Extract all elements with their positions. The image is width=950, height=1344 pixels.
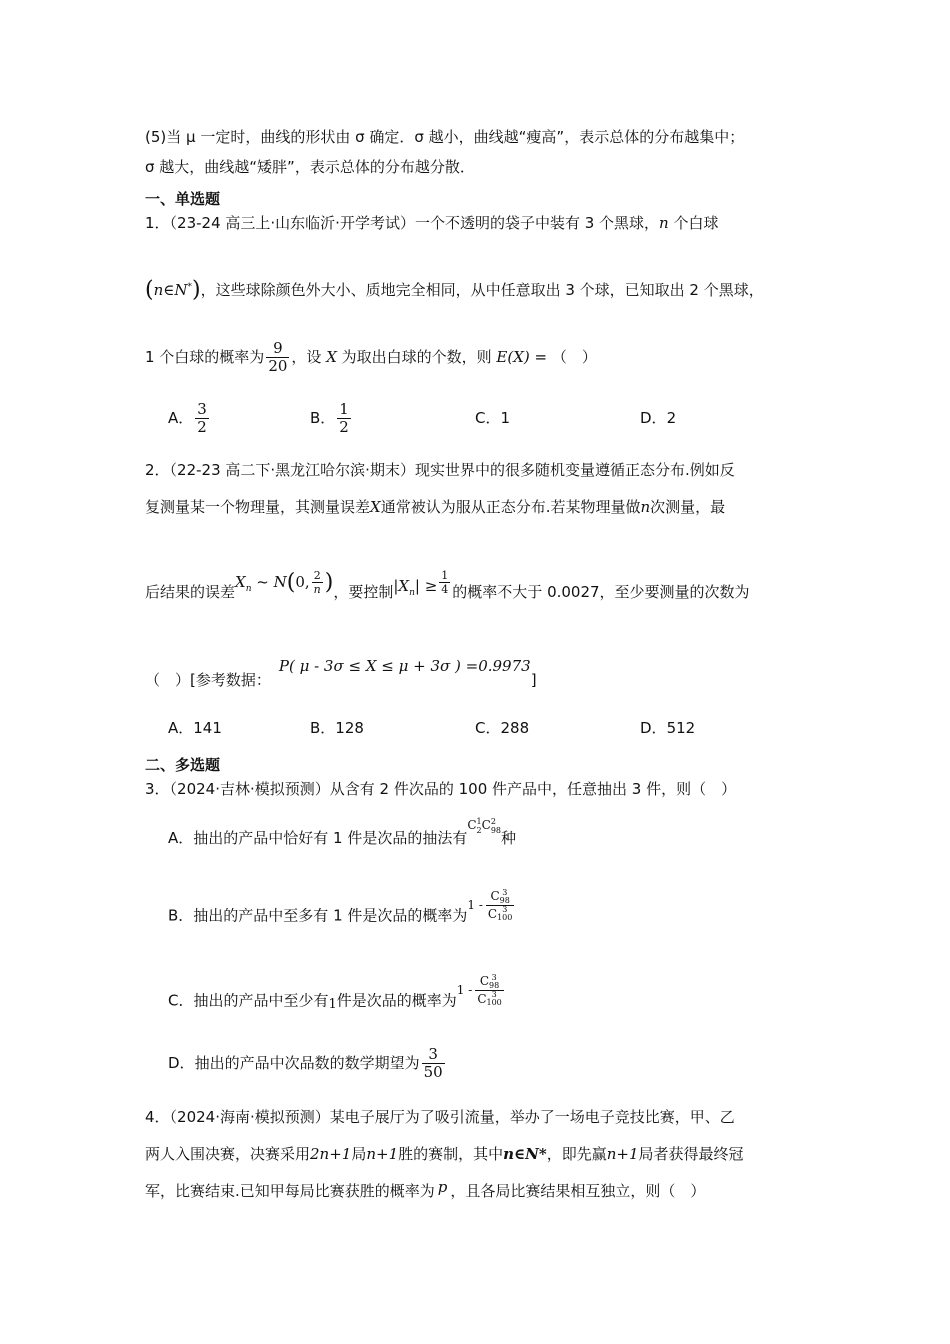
q2-text: （ ）[参考数据：: [145, 671, 271, 689]
q3-prob-expr-c: 1 - C 3 98 C 3 100: [456, 972, 502, 1007]
fraction-denominator: 4: [441, 583, 449, 596]
option-text: 抽出的产品中次品数的数学期望为: [194, 1054, 420, 1072]
fraction-numerator: 3: [422, 1046, 445, 1064]
option-value: 1: [500, 409, 511, 427]
q2-option-b[interactable]: [310, 718, 364, 738]
q2-source: （22-23 高二下·黑龙江哈尔滨·期末）: [169, 461, 415, 479]
q1-text: 为取出白球的个数，则: [336, 348, 497, 366]
q2-option-c[interactable]: [475, 718, 529, 738]
q3-number: 3．: [145, 780, 170, 798]
q4-text: 局: [351, 1145, 367, 1163]
q2-dist-arg: 0,: [295, 573, 310, 591]
option-text: 抽出的产品中至多有 1 件是次品的概率为: [193, 906, 468, 925]
q1-text: ，设: [291, 348, 327, 366]
q2-var-n: n: [640, 498, 651, 516]
q2-abs-expr: $|X_n|$: [393, 577, 420, 598]
q1-paren-close: ): [191, 277, 201, 303]
section-single-choice: 一、单选题: [145, 190, 221, 208]
option-label: B．: [168, 906, 194, 925]
q2-text: ]: [530, 671, 537, 689]
q4-expr-wins: n+1: [366, 1145, 399, 1163]
option-label: B．: [310, 719, 336, 737]
q4-text: 胜的赛制，其中: [398, 1145, 504, 1163]
q2-text: ，要控制: [333, 583, 394, 601]
option-label: A．: [168, 409, 194, 427]
q1-text: 个白球: [668, 214, 719, 232]
option-label: B．: [310, 409, 336, 427]
q3-option-d[interactable]: [168, 1043, 447, 1083]
combination-fraction: C 3 98 C 3 100: [487, 887, 513, 922]
q1-option-d[interactable]: [640, 408, 676, 428]
q4-line-3: [145, 1178, 706, 1201]
q1-probability-fraction: [266, 340, 289, 375]
q2-text: 的概率不大于 0.0027，至少要测量的次数为: [452, 583, 750, 601]
q2-var-x: X: [370, 498, 381, 516]
option-label: C．: [168, 991, 194, 1010]
option-value: 288: [500, 719, 530, 737]
option-value: 128: [335, 719, 364, 737]
q2-reference-formula: P( μ - 3σ ≤ X ≤ μ + 3σ ) =0.9973: [278, 657, 531, 675]
q4-expr-games: 2n+1: [310, 1145, 352, 1163]
option-label: D．: [640, 719, 667, 737]
fraction-numerator: 1: [339, 400, 349, 418]
fraction-numerator: 9: [266, 340, 289, 358]
q2-line-1: [145, 460, 735, 480]
q2-number: 2．: [145, 461, 170, 479]
fraction-numerator: 3: [197, 400, 207, 418]
intro-line-2: σ 越大，曲线越“矮胖”，表示总体的分布越分散．: [145, 158, 475, 176]
q2-paren-close: ): [324, 570, 334, 595]
q4-source: （2024·海南·模拟预测）: [169, 1108, 330, 1126]
q1-line-1: [145, 213, 719, 233]
q2-line-4: [145, 657, 537, 690]
q1-paren-open: (: [145, 277, 154, 303]
q4-text: 军，比赛结束.已知甲每局比赛获胜的概率为: [145, 1182, 435, 1200]
q1-option-a[interactable]: [168, 398, 211, 438]
q2-ge: ≥: [419, 577, 438, 595]
q4-text: 某电子展厅为了吸引流量，举办了一场电子竞技比赛，甲、乙: [329, 1108, 735, 1126]
combination-fraction: C 3 98 C 3 100: [477, 972, 502, 1007]
fraction-numerator: 2: [312, 569, 323, 583]
q2-dist-normal: ~ N: [251, 573, 287, 591]
option-label: C．: [475, 409, 501, 427]
q1-var-n: n: [659, 214, 669, 232]
q2-threshold-fraction: [439, 569, 450, 596]
q2-option-d[interactable]: [640, 718, 695, 738]
q1-number: 1．: [145, 214, 170, 232]
fraction-numerator: 1: [441, 569, 449, 582]
q2-dist-lhs: $X_n$: [235, 573, 252, 594]
q1-line-2: [145, 277, 764, 301]
fraction-denominator: 2: [197, 418, 207, 436]
q2-line-3: [145, 560, 750, 615]
option-fraction: [422, 1046, 445, 1081]
q1-option-c[interactable]: [475, 408, 510, 428]
q3-text: 从含有 2 件次品的 100 件产品中，任意抽出 3 件，则（ ）: [329, 780, 737, 798]
q1-text: 1 个白球的概率为: [145, 348, 265, 366]
q3-one: 1: [328, 996, 337, 1012]
option-text: 抽出的产品中至少有: [193, 991, 329, 1010]
q3-option-c[interactable]: [168, 972, 506, 1019]
option-label: C．: [475, 719, 501, 737]
q4-expr-wins-2: n+1: [606, 1145, 639, 1163]
option-text: 件是次品的概率为: [336, 991, 457, 1010]
q1-condition-star: *: [187, 282, 192, 292]
q3-prob-expr-b: 1 - C 3 98 C 3 100: [467, 887, 513, 922]
option-label: A．: [168, 829, 194, 847]
option-label: D．: [168, 1054, 195, 1072]
q1-expectation: E(X): [496, 348, 530, 366]
q4-number: 4．: [145, 1108, 170, 1126]
q4-var-p: p: [437, 1178, 448, 1196]
fraction-denominator: 20: [268, 357, 288, 375]
q1-text: = （ ）: [529, 348, 597, 366]
q2-line-2: [145, 497, 725, 517]
q1-var-x: X: [326, 348, 337, 366]
q2-variance-fraction: [312, 569, 323, 596]
q4-text: 两人入围决赛，决赛采用: [145, 1145, 311, 1163]
q2-text: 通常被认为服从正态分布.若某物理量做: [380, 498, 641, 516]
q4-text: ，且各局比赛结果相互独立，则（ ）: [450, 1182, 706, 1200]
q4-line-1: [145, 1107, 735, 1127]
q1-option-b[interactable]: [310, 398, 353, 438]
q2-paren-open: (: [286, 570, 296, 595]
q3-combination-expr: C 1 2 C 2 98: [467, 816, 502, 835]
option-label: D．: [640, 409, 667, 427]
q4-line-2: [145, 1144, 744, 1164]
option-text: 种: [501, 829, 517, 847]
fraction-denominator: 50: [423, 1063, 443, 1081]
q3-line-1: [145, 779, 736, 799]
q2-text: 后结果的误差: [145, 583, 236, 601]
q2-text: 次测量，最: [650, 498, 726, 516]
fraction-denominator: n: [313, 583, 321, 596]
q2-text: 现实世界中的很多随机变量遵循正态分布.例如反: [414, 461, 735, 479]
q2-text: 复测量某一个物理量，其测量误差: [145, 498, 371, 516]
q3-source: （2024·吉林·模拟预测）: [169, 780, 330, 798]
fraction-denominator: 2: [339, 418, 349, 436]
q3-option-a[interactable]: [168, 816, 517, 849]
q4-expr-domain: n∈N*: [503, 1145, 547, 1163]
option-text: 抽出的产品中恰好有 1 件是次品的抽法有: [193, 829, 468, 847]
q4-text: 局者获得最终冠: [638, 1145, 744, 1163]
q1-line-3: [145, 337, 597, 377]
option-fraction: [195, 401, 209, 436]
option-label: A．: [168, 719, 194, 737]
section-multiple-choice: 二、多选题: [145, 756, 221, 774]
q2-option-a[interactable]: [168, 718, 222, 738]
q1-condition: n∈N: [153, 281, 188, 299]
option-fraction: [337, 401, 351, 436]
q3-option-b[interactable]: [168, 887, 516, 934]
q1-text: 一个不透明的袋子中装有 3 个黑球，: [414, 214, 660, 232]
option-value: 141: [193, 719, 222, 737]
q1-text: ，这些球除颜色外大小、质地完全相同，从中任意取出 3 个球，已知取出 2 个黑球，: [200, 281, 764, 299]
option-value: 512: [666, 719, 696, 737]
intro-line-1: (5)当 μ 一定时，曲线的形状由 σ 确定．σ 越小，曲线越“瘦高”，表示总体的分布越集中；: [145, 128, 745, 146]
option-value: 2: [666, 409, 677, 427]
q1-source: （23-24 高三上·山东临沂·开学考试）: [169, 214, 415, 232]
q4-text: ，即先赢: [546, 1145, 607, 1163]
